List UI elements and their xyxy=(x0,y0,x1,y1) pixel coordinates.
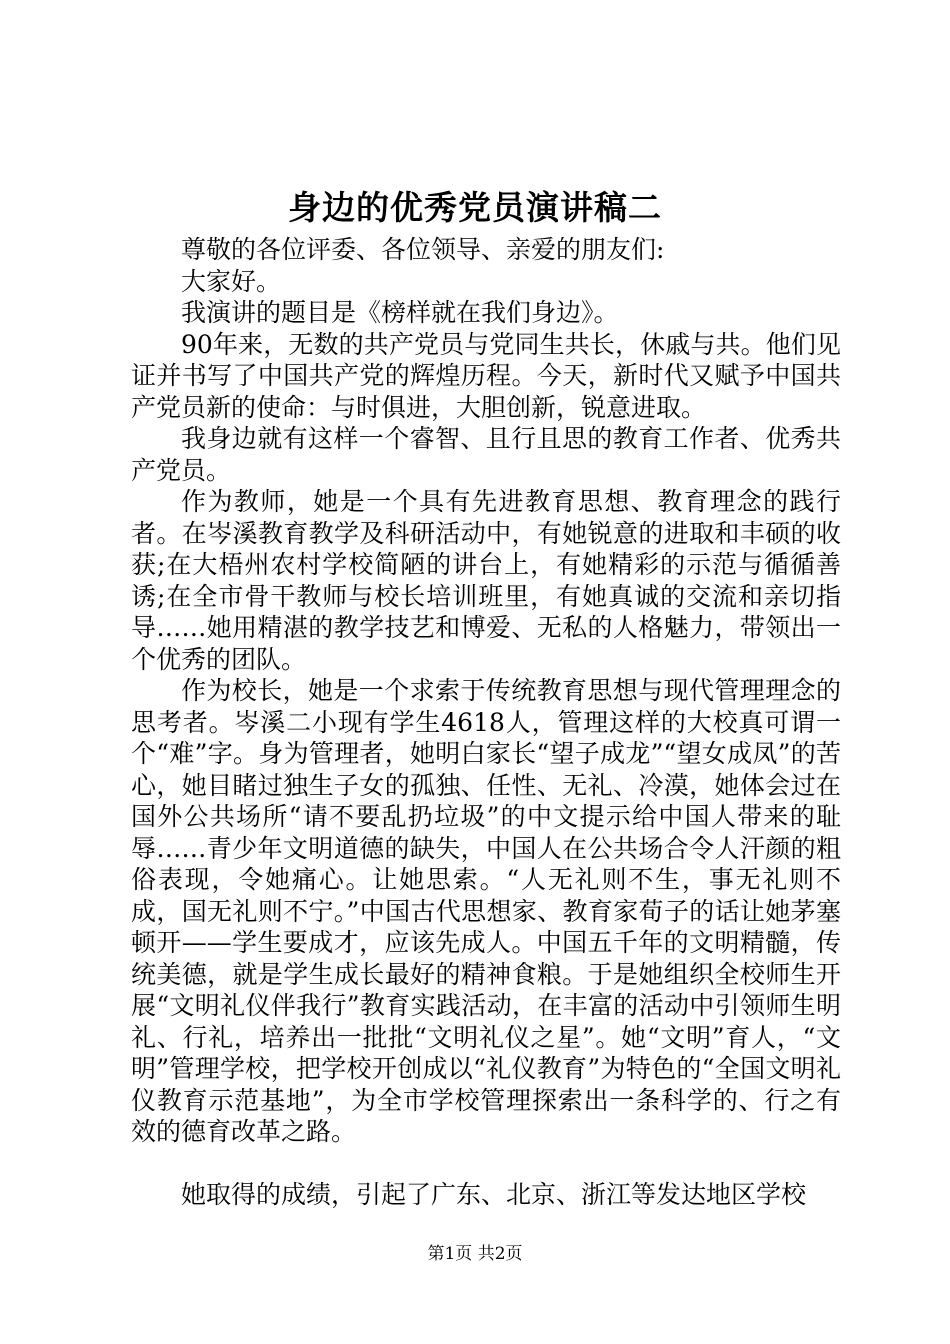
greeting-paragraph: 大家好。 xyxy=(181,266,282,296)
topic-paragraph: 我演讲的题目是《榜样就在我们身边》。 xyxy=(181,298,619,327)
body-paragraph: 她取得的成绩，引起了广东、北京、浙江等发达地区学校 xyxy=(181,1180,807,1209)
salutation-paragraph: 尊敬的各位评委、各位领导、亲爱的朋友们: xyxy=(181,235,665,264)
body-paragraph: 我身边就有这样一个睿智、且行且思的教育工作者、优秀共产党员。 xyxy=(131,424,841,485)
page-number-footer: 第1页 共2页 xyxy=(427,1244,523,1264)
document-title: 身边的优秀党员演讲稿二 xyxy=(288,188,662,227)
body-paragraph: 作为教师，她是一个具有先进教育思想、教育理念的践行者。在岑溪教育教学及科研活动中，有她锐意的进取和丰硕的收获;在大梧州农村学校简陋的讲台上，有她精彩的示范与循循善诱;在全市骨干教师与校长培训班里，有她真诚的交流和亲切指导……她用精湛的教学技艺和博爱、无私的人格魅力，带领出一个优秀的团队。 xyxy=(131,487,841,674)
body-paragraph: 90年来，无数的共产党员与党同生共长，休戚与共。他们见证并书写了中国共产党的辉煌历程。今天，新时代又赋予中国共产党员新的使命：与时俱进，大胆创新，锐意进取。 xyxy=(131,329,841,422)
body-paragraph: 作为校长，她是一个求索于传统教育思想与现代管理理念的思考者。岑溪二小现有学生4618人，管理这样的大校真可谓一个“难”字。身为管理者，她明白家长“望子成龙”“望女成凤”的苦心，她目睹过独生子女的孤独、任性、无礼、冷漠，她体会过在国外公共场所“请不要乱扔垃圾”的中文提示给中国人带来的耻辱……青少年文明道德的缺失，中国人在公共场合令人汗颜的粗俗表现，令她痛心。让她思索。“人无礼则不生，事无礼则不成，国无礼则不宁。”中国古代思想家、教育家荀子的话让她茅塞顿开——学生要成才，应该先成人。中国五千年的文明精髓，传统美德，就是学生成长最好的精神食粮。于是她组织全校师生开展“文明礼仪伴我行”教育实践活动，在丰富的活动中引领师生明礼、行礼，培养出一批批“文明礼仪之星”。她“文明”育人，“文明”管理学校，把学校开创成以“礼仪教育”为特色的“全国文明礼仪教育示范基地”，为全市学校管理探索出一条科学的、行之有效的德育改革之路。 xyxy=(131,676,841,1146)
document-body xyxy=(131,234,841,1211)
